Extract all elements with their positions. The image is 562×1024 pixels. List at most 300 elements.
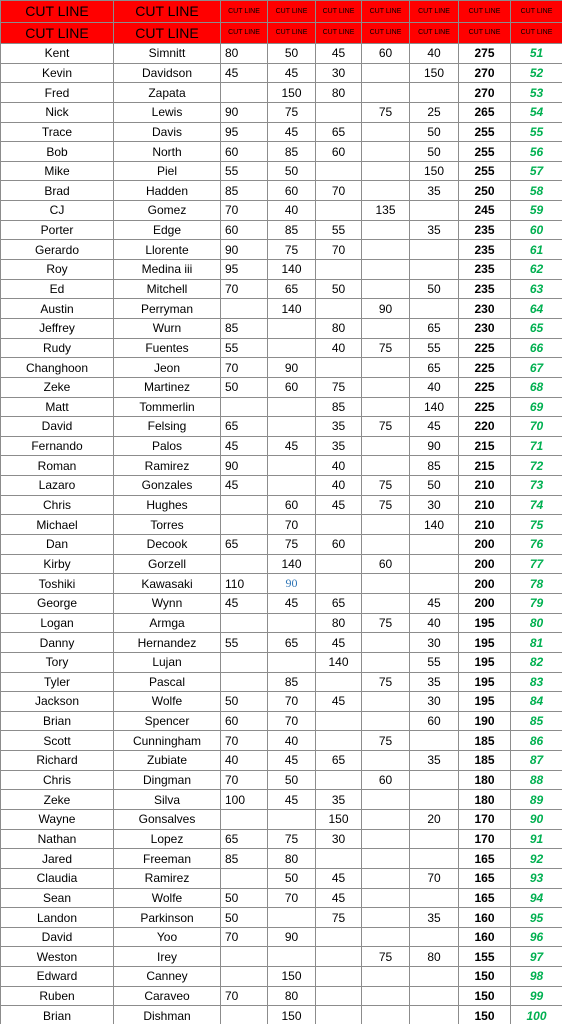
score-2-cell: 75 <box>268 102 316 122</box>
table-row <box>1 770 562 790</box>
table-row <box>1 574 562 594</box>
last-name-cell: Yoo <box>114 927 221 947</box>
score-2-cell: 90 <box>268 574 316 594</box>
table-row <box>1 417 562 437</box>
score-3-cell <box>316 201 362 221</box>
score-2-cell: 75 <box>268 829 316 849</box>
table-row <box>1 102 562 122</box>
total-cell: 255 <box>459 122 511 142</box>
score-4-cell <box>362 692 410 712</box>
score-5-cell: 35 <box>410 220 459 240</box>
score-5-cell <box>410 967 459 987</box>
total-cell: 215 <box>459 436 511 456</box>
rank-cell: 96 <box>511 927 562 947</box>
score-2-cell: 85 <box>268 672 316 692</box>
score-5-cell: 20 <box>410 809 459 829</box>
rank-cell: 80 <box>511 613 562 633</box>
score-3-cell <box>316 161 362 181</box>
score-1-cell: 65 <box>221 829 268 849</box>
header-cell: CUT LINE <box>221 22 268 44</box>
last-name-cell: Zubiate <box>114 751 221 771</box>
score-2-cell: 45 <box>268 436 316 456</box>
score-3-cell: 80 <box>316 318 362 338</box>
score-3-cell: 35 <box>316 436 362 456</box>
first-name-cell: Kent <box>1 44 114 64</box>
rank-cell: 68 <box>511 377 562 397</box>
first-name-cell: Lazaro <box>1 476 114 496</box>
last-name-cell: Pascal <box>114 672 221 692</box>
last-name-cell: Wolfe <box>114 888 221 908</box>
score-2-cell: 70 <box>268 692 316 712</box>
score-4-cell <box>362 515 410 535</box>
score-3-cell <box>316 1006 362 1024</box>
score-5-cell <box>410 83 459 103</box>
table-row <box>1 318 562 338</box>
score-4-cell: 60 <box>362 44 410 64</box>
score-2-cell: 75 <box>268 240 316 260</box>
table-row <box>1 849 562 869</box>
score-4-cell <box>362 849 410 869</box>
total-cell: 275 <box>459 44 511 64</box>
score-1-cell: 50 <box>221 888 268 908</box>
score-1-cell: 45 <box>221 476 268 496</box>
total-cell: 160 <box>459 908 511 928</box>
score-3-cell: 150 <box>316 809 362 829</box>
total-cell: 235 <box>459 220 511 240</box>
score-1-cell: 45 <box>221 436 268 456</box>
header-cell: CUT LINE <box>362 1 410 23</box>
score-3-cell: 45 <box>316 44 362 64</box>
score-5-cell: 80 <box>410 947 459 967</box>
score-4-cell <box>362 967 410 987</box>
score-2-cell: 85 <box>268 220 316 240</box>
score-1-cell <box>221 967 268 987</box>
last-name-cell: Hadden <box>114 181 221 201</box>
header-cell: CUT LINE <box>459 1 511 23</box>
last-name-cell: Cunningham <box>114 731 221 751</box>
table-row <box>1 377 562 397</box>
total-cell: 225 <box>459 377 511 397</box>
score-4-cell <box>362 318 410 338</box>
score-1-cell: 70 <box>221 770 268 790</box>
last-name-cell: Piel <box>114 161 221 181</box>
first-name-cell: Danny <box>1 633 114 653</box>
last-name-cell: Hughes <box>114 495 221 515</box>
table-row <box>1 947 562 967</box>
rank-cell: 55 <box>511 122 562 142</box>
rank-cell: 66 <box>511 338 562 358</box>
first-name-cell: Jackson <box>1 692 114 712</box>
first-name-cell: CJ <box>1 201 114 221</box>
first-name-cell: Zeke <box>1 377 114 397</box>
score-5-cell: 35 <box>410 908 459 928</box>
rank-cell: 88 <box>511 770 562 790</box>
rank-cell: 98 <box>511 967 562 987</box>
score-2-cell: 65 <box>268 633 316 653</box>
last-name-cell: Freeman <box>114 849 221 869</box>
table-row <box>1 299 562 319</box>
score-4-cell <box>362 927 410 947</box>
last-name-cell: Lopez <box>114 829 221 849</box>
score-1-cell: 90 <box>221 240 268 260</box>
first-name-cell: Tyler <box>1 672 114 692</box>
score-3-cell: 60 <box>316 142 362 162</box>
header-cell: CUT LINE <box>511 1 562 23</box>
last-name-cell: Parkinson <box>114 908 221 928</box>
score-3-cell: 45 <box>316 495 362 515</box>
score-1-cell: 70 <box>221 279 268 299</box>
score-5-cell: 50 <box>410 476 459 496</box>
first-name-cell: Bob <box>1 142 114 162</box>
first-name-cell: Brian <box>1 1006 114 1024</box>
score-1-cell: 65 <box>221 535 268 555</box>
score-1-cell: 70 <box>221 927 268 947</box>
last-name-cell: Canney <box>114 967 221 987</box>
first-name-cell: Zeke <box>1 790 114 810</box>
score-5-cell: 35 <box>410 672 459 692</box>
score-4-cell <box>362 83 410 103</box>
score-4-cell <box>362 986 410 1006</box>
score-4-cell: 60 <box>362 770 410 790</box>
score-1-cell: 110 <box>221 574 268 594</box>
score-4-cell <box>362 751 410 771</box>
score-1-cell: 70 <box>221 731 268 751</box>
header-cell: CUT LINE <box>459 22 511 44</box>
score-3-cell: 55 <box>316 220 362 240</box>
score-4-cell <box>362 122 410 142</box>
score-4-cell: 75 <box>362 947 410 967</box>
table-row <box>1 142 562 162</box>
score-2-cell <box>268 652 316 672</box>
score-2-cell: 150 <box>268 83 316 103</box>
rank-cell: 57 <box>511 161 562 181</box>
score-3-cell: 45 <box>316 868 362 888</box>
rank-cell: 91 <box>511 829 562 849</box>
score-1-cell: 60 <box>221 142 268 162</box>
first-name-cell: Fred <box>1 83 114 103</box>
header-cell: CUT LINE <box>114 1 221 23</box>
first-name-cell: David <box>1 417 114 437</box>
score-3-cell: 140 <box>316 652 362 672</box>
table-row <box>1 476 562 496</box>
score-5-cell <box>410 535 459 555</box>
last-name-cell: Davis <box>114 122 221 142</box>
score-2-cell: 150 <box>268 967 316 987</box>
score-5-cell <box>410 829 459 849</box>
rank-cell: 60 <box>511 220 562 240</box>
score-2-cell: 40 <box>268 731 316 751</box>
score-5-cell: 85 <box>410 456 459 476</box>
score-4-cell <box>362 593 410 613</box>
score-4-cell <box>362 397 410 417</box>
rank-cell: 58 <box>511 181 562 201</box>
last-name-cell: Fuentes <box>114 338 221 358</box>
rank-cell: 93 <box>511 868 562 888</box>
header-cell: CUT LINE <box>316 1 362 23</box>
score-5-cell <box>410 1006 459 1024</box>
total-cell: 220 <box>459 417 511 437</box>
table-row <box>1 829 562 849</box>
score-5-cell <box>410 986 459 1006</box>
last-name-cell: Palos <box>114 436 221 456</box>
total-cell: 185 <box>459 731 511 751</box>
table-row <box>1 613 562 633</box>
rank-cell: 94 <box>511 888 562 908</box>
total-cell: 150 <box>459 967 511 987</box>
rank-cell: 95 <box>511 908 562 928</box>
last-name-cell: Felsing <box>114 417 221 437</box>
rank-cell: 73 <box>511 476 562 496</box>
total-cell: 200 <box>459 593 511 613</box>
score-4-cell: 75 <box>362 672 410 692</box>
total-cell: 190 <box>459 711 511 731</box>
last-name-cell: Irey <box>114 947 221 967</box>
score-5-cell <box>410 888 459 908</box>
table-row <box>1 260 562 280</box>
first-name-cell: Ruben <box>1 986 114 1006</box>
score-3-cell <box>316 986 362 1006</box>
table-row <box>1 652 562 672</box>
score-2-cell: 70 <box>268 515 316 535</box>
header-row <box>1 1 562 23</box>
table-row <box>1 927 562 947</box>
score-3-cell: 75 <box>316 908 362 928</box>
score-4-cell <box>362 358 410 378</box>
total-cell: 225 <box>459 338 511 358</box>
score-4-cell: 90 <box>362 299 410 319</box>
last-name-cell: Lewis <box>114 102 221 122</box>
last-name-cell: North <box>114 142 221 162</box>
total-cell: 195 <box>459 692 511 712</box>
score-4-cell <box>362 240 410 260</box>
score-1-cell <box>221 397 268 417</box>
rank-cell: 76 <box>511 535 562 555</box>
score-1-cell: 50 <box>221 692 268 712</box>
score-2-cell: 40 <box>268 201 316 221</box>
first-name-cell: Rudy <box>1 338 114 358</box>
score-3-cell: 45 <box>316 888 362 908</box>
score-2-cell: 70 <box>268 888 316 908</box>
last-name-cell: Dishman <box>114 1006 221 1024</box>
score-2-cell <box>268 338 316 358</box>
score-3-cell <box>316 102 362 122</box>
first-name-cell: Mike <box>1 161 114 181</box>
score-4-cell: 135 <box>362 201 410 221</box>
score-5-cell: 90 <box>410 436 459 456</box>
score-2-cell: 140 <box>268 554 316 574</box>
score-2-cell: 45 <box>268 593 316 613</box>
score-3-cell: 45 <box>316 692 362 712</box>
score-1-cell: 60 <box>221 220 268 240</box>
rank-cell: 65 <box>511 318 562 338</box>
table-row <box>1 63 562 83</box>
score-5-cell: 140 <box>410 515 459 535</box>
first-name-cell: Roman <box>1 456 114 476</box>
first-name-cell: Gerardo <box>1 240 114 260</box>
score-4-cell: 75 <box>362 613 410 633</box>
score-4-cell <box>362 711 410 731</box>
rank-cell: 64 <box>511 299 562 319</box>
first-name-cell: Changhoon <box>1 358 114 378</box>
rank-cell: 78 <box>511 574 562 594</box>
table-row <box>1 456 562 476</box>
score-5-cell: 55 <box>410 338 459 358</box>
score-4-cell <box>362 161 410 181</box>
total-cell: 160 <box>459 927 511 947</box>
score-5-cell: 30 <box>410 692 459 712</box>
table-row <box>1 279 562 299</box>
first-name-cell: Fernando <box>1 436 114 456</box>
first-name-cell: David <box>1 927 114 947</box>
table-row <box>1 181 562 201</box>
total-cell: 270 <box>459 63 511 83</box>
total-cell: 215 <box>459 456 511 476</box>
total-cell: 180 <box>459 790 511 810</box>
score-2-cell: 45 <box>268 63 316 83</box>
total-cell: 270 <box>459 83 511 103</box>
score-5-cell: 55 <box>410 652 459 672</box>
rank-cell: 83 <box>511 672 562 692</box>
total-cell: 180 <box>459 770 511 790</box>
score-1-cell: 50 <box>221 377 268 397</box>
score-3-cell: 40 <box>316 338 362 358</box>
score-1-cell <box>221 868 268 888</box>
first-name-cell: Roy <box>1 260 114 280</box>
score-3-cell <box>316 260 362 280</box>
last-name-cell: Gorzell <box>114 554 221 574</box>
score-5-cell: 45 <box>410 417 459 437</box>
first-name-cell: Trace <box>1 122 114 142</box>
score-2-cell: 45 <box>268 122 316 142</box>
score-2-cell: 70 <box>268 711 316 731</box>
score-2-cell <box>268 417 316 437</box>
score-3-cell <box>316 672 362 692</box>
score-5-cell: 40 <box>410 377 459 397</box>
score-5-cell: 25 <box>410 102 459 122</box>
score-2-cell: 50 <box>268 161 316 181</box>
total-cell: 170 <box>459 809 511 829</box>
first-name-cell: Ed <box>1 279 114 299</box>
rank-cell: 74 <box>511 495 562 515</box>
table-row <box>1 692 562 712</box>
rank-cell: 51 <box>511 44 562 64</box>
score-1-cell: 85 <box>221 181 268 201</box>
score-5-cell: 30 <box>410 633 459 653</box>
score-1-cell: 70 <box>221 201 268 221</box>
score-4-cell: 75 <box>362 495 410 515</box>
rank-cell: 99 <box>511 986 562 1006</box>
last-name-cell: Mitchell <box>114 279 221 299</box>
first-name-cell: Logan <box>1 613 114 633</box>
score-4-cell: 75 <box>362 476 410 496</box>
table-row <box>1 986 562 1006</box>
score-1-cell <box>221 672 268 692</box>
score-3-cell: 80 <box>316 83 362 103</box>
last-name-cell: Lujan <box>114 652 221 672</box>
score-2-cell: 80 <box>268 849 316 869</box>
last-name-cell: Wynn <box>114 593 221 613</box>
table-row <box>1 240 562 260</box>
score-3-cell: 35 <box>316 790 362 810</box>
score-3-cell <box>316 947 362 967</box>
table-row <box>1 672 562 692</box>
score-4-cell <box>362 652 410 672</box>
score-1-cell <box>221 83 268 103</box>
total-cell: 195 <box>459 633 511 653</box>
rank-cell: 81 <box>511 633 562 653</box>
last-name-cell: Gonzales <box>114 476 221 496</box>
table-row <box>1 358 562 378</box>
total-cell: 165 <box>459 868 511 888</box>
header-cell: CUT LINE <box>1 22 114 44</box>
rank-cell: 97 <box>511 947 562 967</box>
score-1-cell <box>221 299 268 319</box>
score-3-cell: 30 <box>316 63 362 83</box>
table-row <box>1 1006 562 1024</box>
score-2-cell: 45 <box>268 751 316 771</box>
total-cell: 195 <box>459 613 511 633</box>
last-name-cell: Tommerlin <box>114 397 221 417</box>
leaderboard-body <box>1 1 562 1024</box>
score-3-cell <box>316 770 362 790</box>
score-5-cell <box>410 731 459 751</box>
score-3-cell: 35 <box>316 417 362 437</box>
score-4-cell <box>362 888 410 908</box>
score-2-cell: 80 <box>268 986 316 1006</box>
score-1-cell: 65 <box>221 417 268 437</box>
first-name-cell: Nathan <box>1 829 114 849</box>
last-name-cell: Wolfe <box>114 692 221 712</box>
score-1-cell: 85 <box>221 849 268 869</box>
score-4-cell <box>362 574 410 594</box>
rank-cell: 52 <box>511 63 562 83</box>
score-4-cell: 75 <box>362 102 410 122</box>
total-cell: 210 <box>459 495 511 515</box>
score-4-cell: 75 <box>362 338 410 358</box>
table-row <box>1 44 562 64</box>
total-cell: 200 <box>459 574 511 594</box>
first-name-cell: Claudia <box>1 868 114 888</box>
first-name-cell: Toshiki <box>1 574 114 594</box>
header-cell: CUT LINE <box>1 1 114 23</box>
score-2-cell: 60 <box>268 377 316 397</box>
rank-cell: 82 <box>511 652 562 672</box>
score-1-cell <box>221 652 268 672</box>
rank-cell: 56 <box>511 142 562 162</box>
score-5-cell <box>410 770 459 790</box>
score-1-cell: 95 <box>221 122 268 142</box>
table-row <box>1 201 562 221</box>
rank-cell: 87 <box>511 751 562 771</box>
score-1-cell: 100 <box>221 790 268 810</box>
score-2-cell: 75 <box>268 535 316 555</box>
last-name-cell: Jeon <box>114 358 221 378</box>
last-name-cell: Armga <box>114 613 221 633</box>
rank-cell: 86 <box>511 731 562 751</box>
table-row <box>1 868 562 888</box>
total-cell: 185 <box>459 751 511 771</box>
score-1-cell: 60 <box>221 711 268 731</box>
header-cell: CUT LINE <box>268 1 316 23</box>
first-name-cell: Edward <box>1 967 114 987</box>
score-3-cell: 40 <box>316 456 362 476</box>
score-4-cell <box>362 1006 410 1024</box>
score-5-cell <box>410 201 459 221</box>
score-5-cell: 65 <box>410 358 459 378</box>
last-name-cell: Ramirez <box>114 868 221 888</box>
score-5-cell <box>410 927 459 947</box>
last-name-cell: Kawasaki <box>114 574 221 594</box>
